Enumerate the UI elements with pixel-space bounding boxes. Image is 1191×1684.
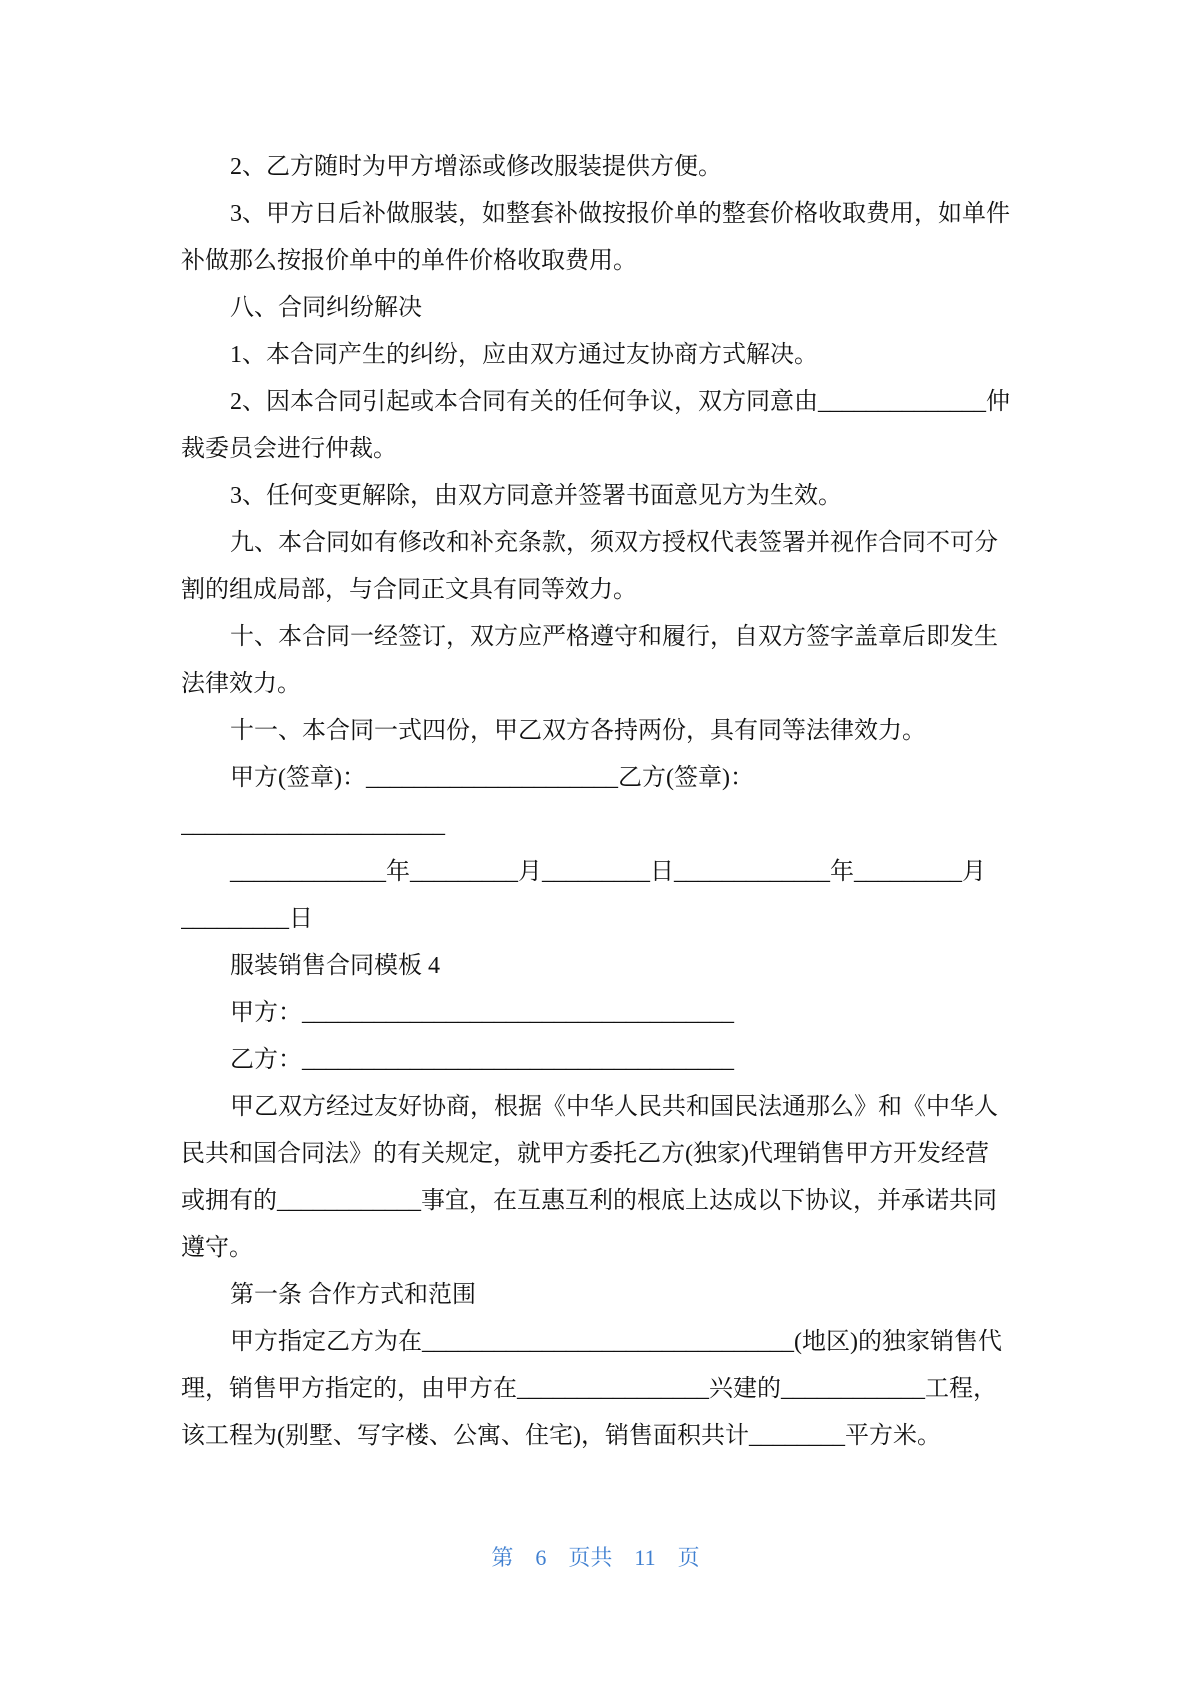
- current-page-number: 6: [535, 1545, 547, 1570]
- document-body: [181, 144, 1061, 1460]
- date-line: _________日: [181, 906, 313, 932]
- clause-7-item-3-line: 3、甲方日后补做服装，如整套补做按报价单的整套价格收取费用，如单件: [230, 201, 1010, 227]
- section-11-line: 十一、本合同一式四份，甲乙双方各持两份，具有同等法律效力。: [230, 718, 926, 744]
- footer-suffix: 页: [677, 1545, 700, 1570]
- footer-prefix: 第: [491, 1545, 514, 1570]
- section-8-item-1-line: 1、本合同产生的纠纷，应由双方通过友协商方式解决。: [230, 342, 818, 368]
- section-8-heading: 八、合同纠纷解决: [230, 295, 422, 321]
- contract-4-title: 服装销售合同模板 4: [230, 953, 440, 979]
- article-1-heading: 第一条 合作方式和范围: [230, 1282, 476, 1308]
- section-8-item-2-line: 2、因本合同引起或本合同有关的任何争议，双方同意由______________仲: [230, 389, 1010, 415]
- footer-middle: 页共: [568, 1545, 613, 1570]
- section-10-line: 法律效力。: [181, 671, 301, 697]
- section-8-item-2-line: 裁委员会进行仲裁。: [181, 436, 397, 462]
- preamble-line: 民共和国合同法》的有关规定，就甲方委托乙方(独家)代理销售甲方开发经营: [181, 1141, 989, 1167]
- article-1-line: 甲方指定乙方为在_______________________________(地区)的独家销售代: [230, 1329, 1002, 1355]
- section-9-line: 割的组成局部，与合同正文具有同等效力。: [181, 577, 637, 603]
- party-a-field: 甲方：____________________________________: [230, 1000, 734, 1026]
- page-footer: [0, 1540, 1191, 1576]
- section-9-line: 九、本合同如有修改和补充条款，须双方授权代表签署并视作合同不可分: [230, 530, 998, 556]
- clause-7-item-3-line: 补做那么按报价单中的单件价格收取费用。: [181, 248, 637, 274]
- signature-line: 甲方(签章)：_____________________乙方(签章)：: [230, 765, 754, 791]
- section-10-line: 十、本合同一经签订，双方应严格遵守和履行，自双方签字盖章后即发生: [230, 624, 998, 650]
- article-1-line: 该工程为(别墅、写字楼、公寓、住宅)，销售面积共计________平方米。: [181, 1423, 941, 1449]
- total-pages-number: 11: [634, 1545, 656, 1570]
- clause-7-item-2-line: 2、乙方随时为甲方增添或修改服装提供方便。: [230, 154, 722, 180]
- party-b-field: 乙方：____________________________________: [230, 1047, 734, 1073]
- preamble-line: 甲乙双方经过友好协商，根据《中华人民共和国民法通那么》和《中华人: [230, 1094, 998, 1120]
- preamble-line: 遵守。: [181, 1235, 253, 1261]
- section-8-item-3-line: 3、任何变更解除，由双方同意并签署书面意见方为生效。: [230, 483, 842, 509]
- article-1-line: 理，销售甲方指定的，由甲方在________________兴建的____________工程，: [181, 1376, 997, 1402]
- signature-line: ______________________: [181, 812, 445, 838]
- date-line: _____________年_________月_________日_____________年_________月: [230, 859, 986, 885]
- preamble-line: 或拥有的____________事宜，在互惠互利的根底上达成以下协议，并承诺共同: [181, 1188, 997, 1214]
